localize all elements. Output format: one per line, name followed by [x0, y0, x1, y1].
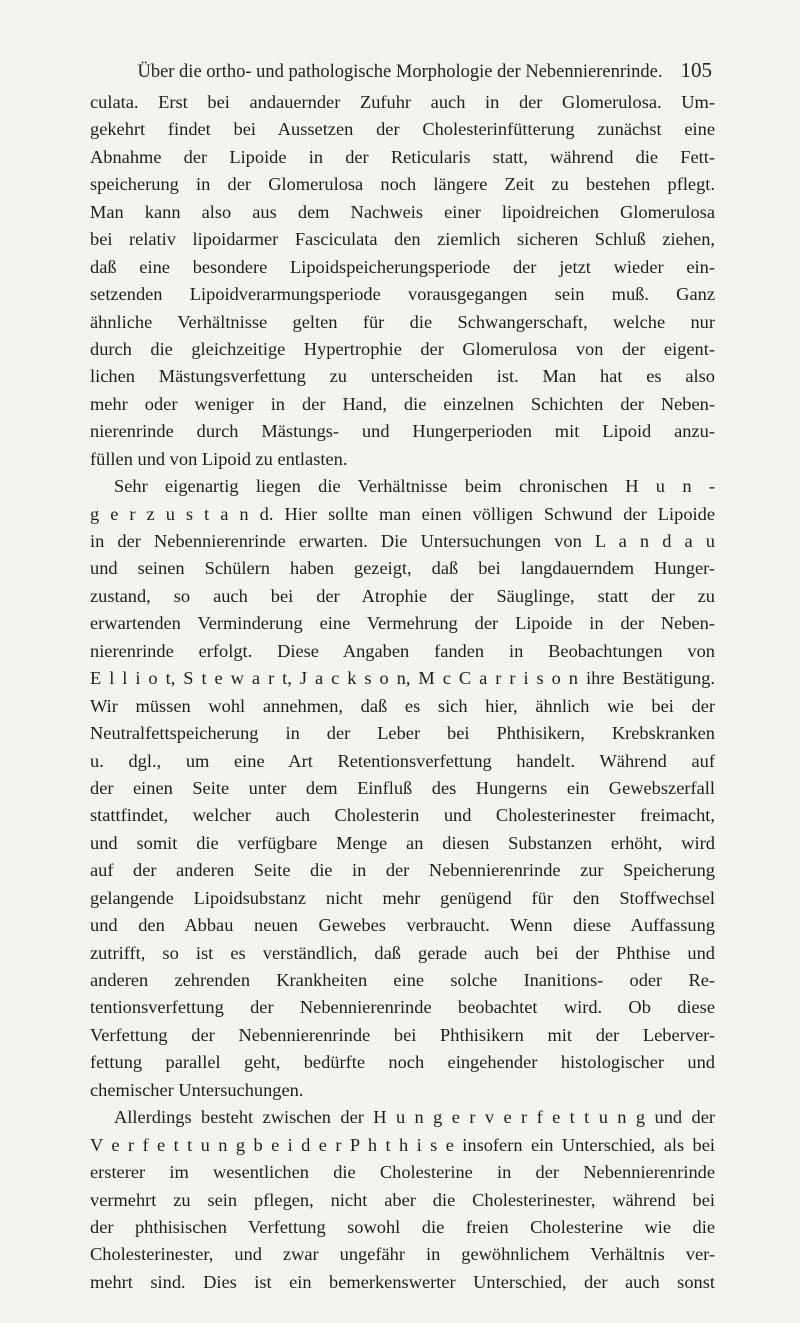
text-line: mehr oder weniger in der Hand, die einzelnen Schichten der Neben- — [90, 393, 715, 414]
text-line: Sehr eigenartig liegen die Verhältnisse beim chronischen H u n - — [114, 476, 715, 497]
text-line: g e r z u s t a n d. Hier sollte man einen völligen Schwund der Lipoide — [90, 503, 715, 524]
text-line: lichen Mästungsverfettung zu unterscheiden ist. Man hat es also — [90, 366, 715, 387]
text-line: nierenrinde erfolgt. Diese Angaben fanden in Beobachtungen von — [90, 640, 715, 661]
text-line: Allerdings besteht zwischen der H u n g e r v e r f e t t u n g und der — [114, 1107, 715, 1128]
text-line: und den Abbau neuen Gewebes verbraucht. Wenn diese Auffassung — [90, 915, 715, 936]
text-line: füllen und von Lipoid zu entlasten. — [90, 448, 348, 469]
text-line: mehrt sind. Dies ist ein bemerkenswerter Unterschied, der auch sonst — [90, 1271, 715, 1292]
text-line: erwartenden Verminderung eine Vermehrung der Lipoide in der Neben- — [90, 613, 715, 634]
text-line: E l l i o t, S t e w a r t, J a c k s o n, M c C a r r i s o n ihre Bestätigung. — [90, 668, 715, 689]
text-line: und seinen Schülern haben gezeigt, daß bei langdauerndem Hunger- — [90, 558, 715, 579]
text-line: zutrifft, so ist es verständlich, daß gerade auch bei der Phthise und — [90, 942, 715, 963]
text-line: Verfettung der Nebennierenrinde bei Phthisikern mit der Leberver- — [90, 1024, 715, 1045]
running-head-title: Über die ortho- und pathologische Morphologie der Nebennierenrinde. — [137, 62, 663, 82]
text-line: bei relativ lipoidarmer Fasciculata den ziemlich sicheren Schluß ziehen, — [90, 229, 715, 250]
text-line: nierenrinde durch Mästungs- und Hungerperioden mit Lipoid anzu- — [90, 421, 715, 442]
text-line: Neutralfettspeicherung in der Leber bei Phthisikern, Krebskranken — [90, 723, 715, 744]
text-line: culata. Erst bei andauernder Zufuhr auch in der Glomerulosa. Um- — [90, 92, 715, 112]
page-number: 105 — [680, 58, 712, 82]
text-line: auf der anderen Seite die in der Nebennierenrinde zur Speicherung — [90, 860, 715, 881]
text-line: ähnliche Verhältnisse gelten für die Schwangerschaft, welche nur — [90, 311, 715, 332]
text-line: daß eine besondere Lipoidspeicherungsperiode der jetzt wieder ein- — [90, 256, 715, 277]
text-line: Cholesterinester, und zwar ungefähr in gewöhnlichem Verhältnis ver- — [90, 1244, 715, 1265]
text-line: in der Nebennierenrinde erwarten. Die Untersuchungen von L a n d a u — [90, 531, 715, 551]
text-line: Abnahme der Lipoide in der Reticularis statt, während die Fett- — [90, 146, 715, 167]
text-line: speicherung in der Glomerulosa noch längere Zeit zu bestehen pflegt. — [90, 174, 715, 195]
text-line: setzenden Lipoidverarmungsperiode vorausgegangen sein muß. Ganz — [90, 284, 715, 305]
text-line: und somit die verfügbare Menge an diesen Substanzen erhöht, wird — [90, 832, 715, 853]
text-line: Man kann also aus dem Nachweis einer lipoidreichen Glomerulosa — [90, 201, 715, 222]
text-line: der phthisischen Verfettung sowohl die freien Cholesterine wie die — [90, 1216, 715, 1237]
text-line: zustand, so auch bei der Atrophie der Säuglinge, statt der zu — [90, 585, 715, 606]
running-head — [92, 58, 712, 83]
text-line: der einen Seite unter dem Einfluß des Hungerns ein Gewebszerfall — [90, 777, 715, 798]
text-line: gekehrt findet bei Aussetzen der Cholesterinfütterung zunächst eine — [90, 119, 715, 140]
text-line: chemischer Untersuchungen. — [90, 1079, 304, 1100]
text-line: Wir müssen wohl annehmen, daß es sich hier, ähnlich wie bei der — [90, 695, 715, 716]
text-line: vermehrt zu sein pflegen, nicht aber die Cholesterinester, während bei — [90, 1189, 715, 1210]
body-text — [90, 89, 715, 1296]
text-line: tentionsverfettung der Nebennierenrinde beobachtet wird. Ob diese — [90, 997, 715, 1018]
text-line: ersterer im wesentlichen die Cholesterine in der Nebennierenrinde — [90, 1162, 715, 1183]
text-line: stattfindet, welcher auch Cholesterin und Cholesterinester freimacht, — [90, 805, 715, 826]
text-line: u. dgl., um eine Art Retentionsverfettung handelt. Während auf — [90, 750, 715, 771]
text-line: fettung parallel geht, bedürfte noch eingehender histologischer und — [90, 1052, 715, 1073]
text-line: V e r f e t t u n g b e i d e r P h t h i s e insofern ein Unterschied, als bei — [90, 1134, 715, 1155]
text-line: durch die gleichzeitige Hypertrophie der Glomerulosa von der eigent- — [90, 338, 715, 359]
text-line: gelangende Lipoidsubstanz nicht mehr genügend für den Stoffwechsel — [90, 887, 715, 908]
text-line: anderen zehrenden Krankheiten eine solche Inanitions- oder Re- — [90, 970, 715, 990]
